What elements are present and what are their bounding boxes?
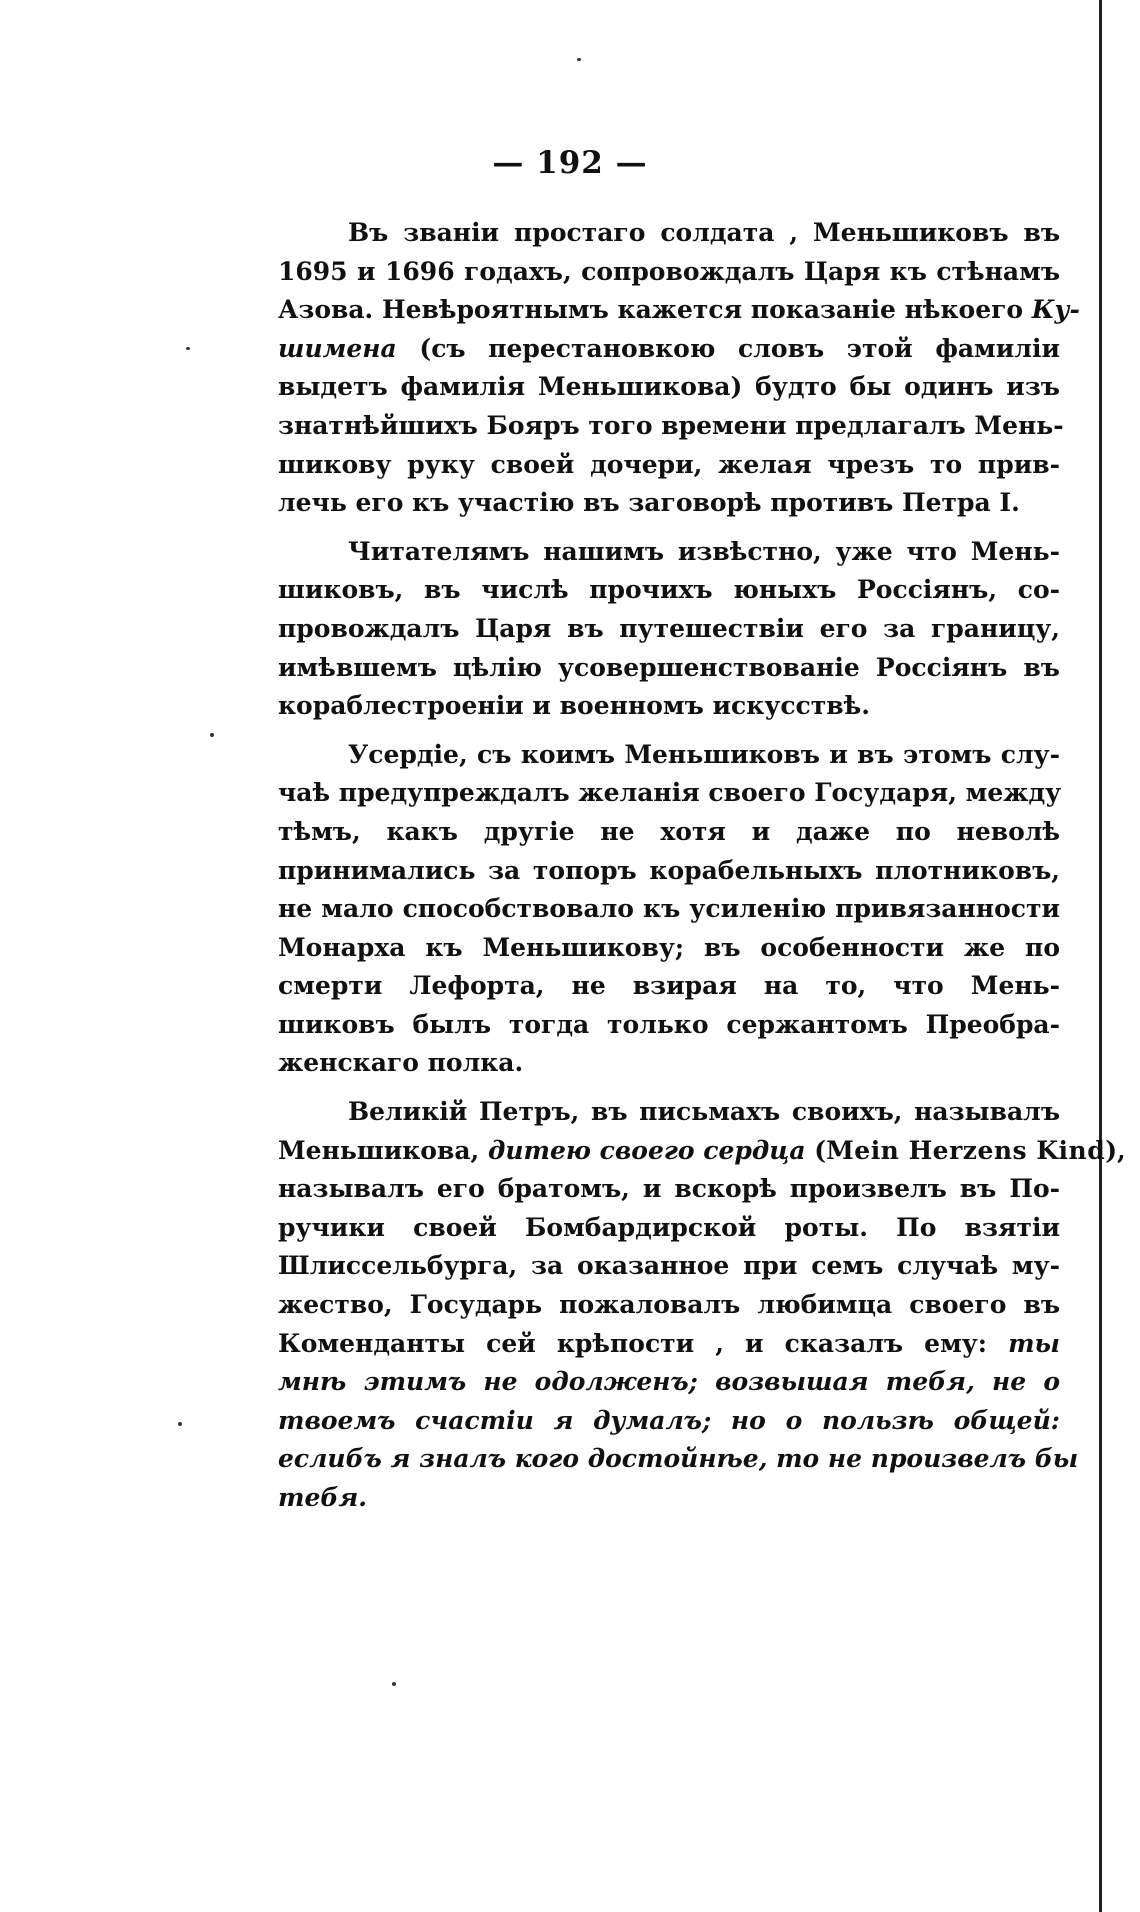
text-run: 1695 и 1696 годахъ, сопровождалъ Царя къ стѣнамъ [278,256,1060,286]
text-line [278,330,1060,369]
text-line [278,852,1060,891]
speck [186,347,190,350]
text-line [278,1402,1060,1441]
text-run: называлъ его братомъ, и вскорѣ произвелъ въ По- [278,1174,1060,1204]
italic-run: Ку- [1031,295,1080,325]
text-line [278,929,1060,968]
speck [210,733,214,737]
text-run: Монарха къ Меньшикову; въ особенности же по [278,932,1060,962]
text-line [278,649,1060,688]
text-run: провождалъ Царя въ путешествіи его за границу, [278,613,1060,643]
text-line [278,368,1060,407]
text-run: Коменданты сей крѣпости , и сказалъ ему: [278,1328,1009,1358]
text-run: шикову руку своей дочери, желая чрезъ то прив- [278,449,1060,479]
text-line [278,1170,1060,1209]
speck [392,1682,396,1686]
paragraph-gap [278,1083,1060,1093]
text-line [278,1325,1060,1364]
italic-run: тебя. [278,1483,368,1512]
text-line [278,1247,1060,1286]
text-line [278,1363,1060,1402]
text-line [278,1132,1126,1171]
text-run: не мало способствовало къ усиленію привязанности [278,894,1060,924]
paragraph-gap [278,726,1060,736]
text-line [278,1044,1060,1083]
text-run: тѣмъ, какъ другіе не хотя и даже по неволѣ [278,816,1060,846]
text-run: женскаго полка. [278,1048,524,1078]
text-line [278,687,1060,726]
text-line [278,407,1064,446]
text-run: ручики своей Бомбардирской роты. По взятіи [278,1212,1060,1242]
text-run: принимались за топоръ корабельныхъ плотниковъ, [278,855,1060,885]
text-run: ( [805,1135,827,1165]
text-line [278,1006,1060,1045]
text-line [278,774,1060,813]
italic-run: дитею своего сердца [487,1135,806,1165]
text-line [278,1209,1060,1248]
text-run: Въ званіи простаго солдата , Меньшиковъ въ [348,218,1060,247]
text-line [278,1286,1060,1325]
text-line [278,1093,1060,1132]
paragraph [278,1093,1126,1518]
text-run: кораблестроеніи и военномъ искусствѣ. [278,691,870,721]
text-line [278,1479,1060,1518]
text-run: Азова. Невѣроятнымъ кажется показаніе нѣкоего [278,295,1032,325]
text-line [278,214,1060,253]
paragraph [278,736,1060,1083]
text-line [278,446,1060,485]
italic-run: мнѣ этимъ не одолженъ; возвышая тебя, не о [278,1367,1060,1397]
speck [178,1422,182,1426]
text-run: Великій Петръ, въ письмахъ своихъ, называлъ [348,1097,1060,1127]
text-line [278,890,1060,929]
text-run: шиковъ, въ числѣ прочихъ юныхъ Россіянъ, со- [278,575,1060,605]
italic-run: ты [1008,1328,1060,1358]
page-number: — 192 — [492,145,648,181]
italic-run: шимена [278,333,397,363]
paragraph [278,214,1080,523]
text-line [278,610,1060,649]
text-line [278,533,1060,572]
text-line [278,291,1080,330]
paragraph [278,533,1060,726]
text-line [278,484,1060,523]
text-run: чаѣ предупреждалъ желанія своего Государя, между [278,778,1062,808]
text-run: лечь его къ участію въ заговорѣ противъ Петра I. [278,488,1020,518]
italic-run: твоемъ счастіи я думалъ; но о пользѣ общей: [278,1405,1060,1435]
paragraph-gap [278,523,1060,533]
body-text [278,214,1126,1518]
text-run: (съ перестановкою словъ этой фамиліи [396,333,1060,363]
text-line [278,813,1060,852]
text-run: шиковъ былъ тогда только сержантомъ Преобра- [278,1009,1060,1039]
text-run: смерти Лефорта, не взирая на то, что Мень- [278,971,1060,1001]
text-run: выдетъ фамилія Меньшикова) будто бы одинъ изъ [278,372,1060,402]
text-run: Читателямъ нашимъ извѣстно, уже что Мень- [348,536,1060,566]
text-run: имѣвшемъ цѣлію усовершенствованіе Россіянъ въ [278,652,1060,682]
text-run: Шлиссельбурга, за оказанное при семъ случаѣ му- [278,1251,1060,1281]
text-run: Меньшикова, [278,1135,488,1165]
text-line [278,1440,1079,1479]
text-line [278,571,1060,610]
text-run: знатнѣйшихъ Бояръ того времени предлагалъ Мень- [278,410,1064,440]
italic-run: еслибъ я зналъ кого достойнѣе, то не произвелъ бы [278,1444,1079,1474]
text-run: ), [1105,1135,1126,1165]
text-line [278,736,1060,775]
german-quote: Mein Herzens Kind [826,1135,1106,1165]
text-line [278,253,1060,292]
text-line [278,967,1060,1006]
speck [577,58,581,61]
page-edge-line [1099,0,1102,1912]
text-run: жество, Государь пожаловалъ любимца своего въ [278,1290,1060,1320]
text-run: Усердіе, съ коимъ Меньшиковъ и въ этомъ слу- [348,739,1060,769]
